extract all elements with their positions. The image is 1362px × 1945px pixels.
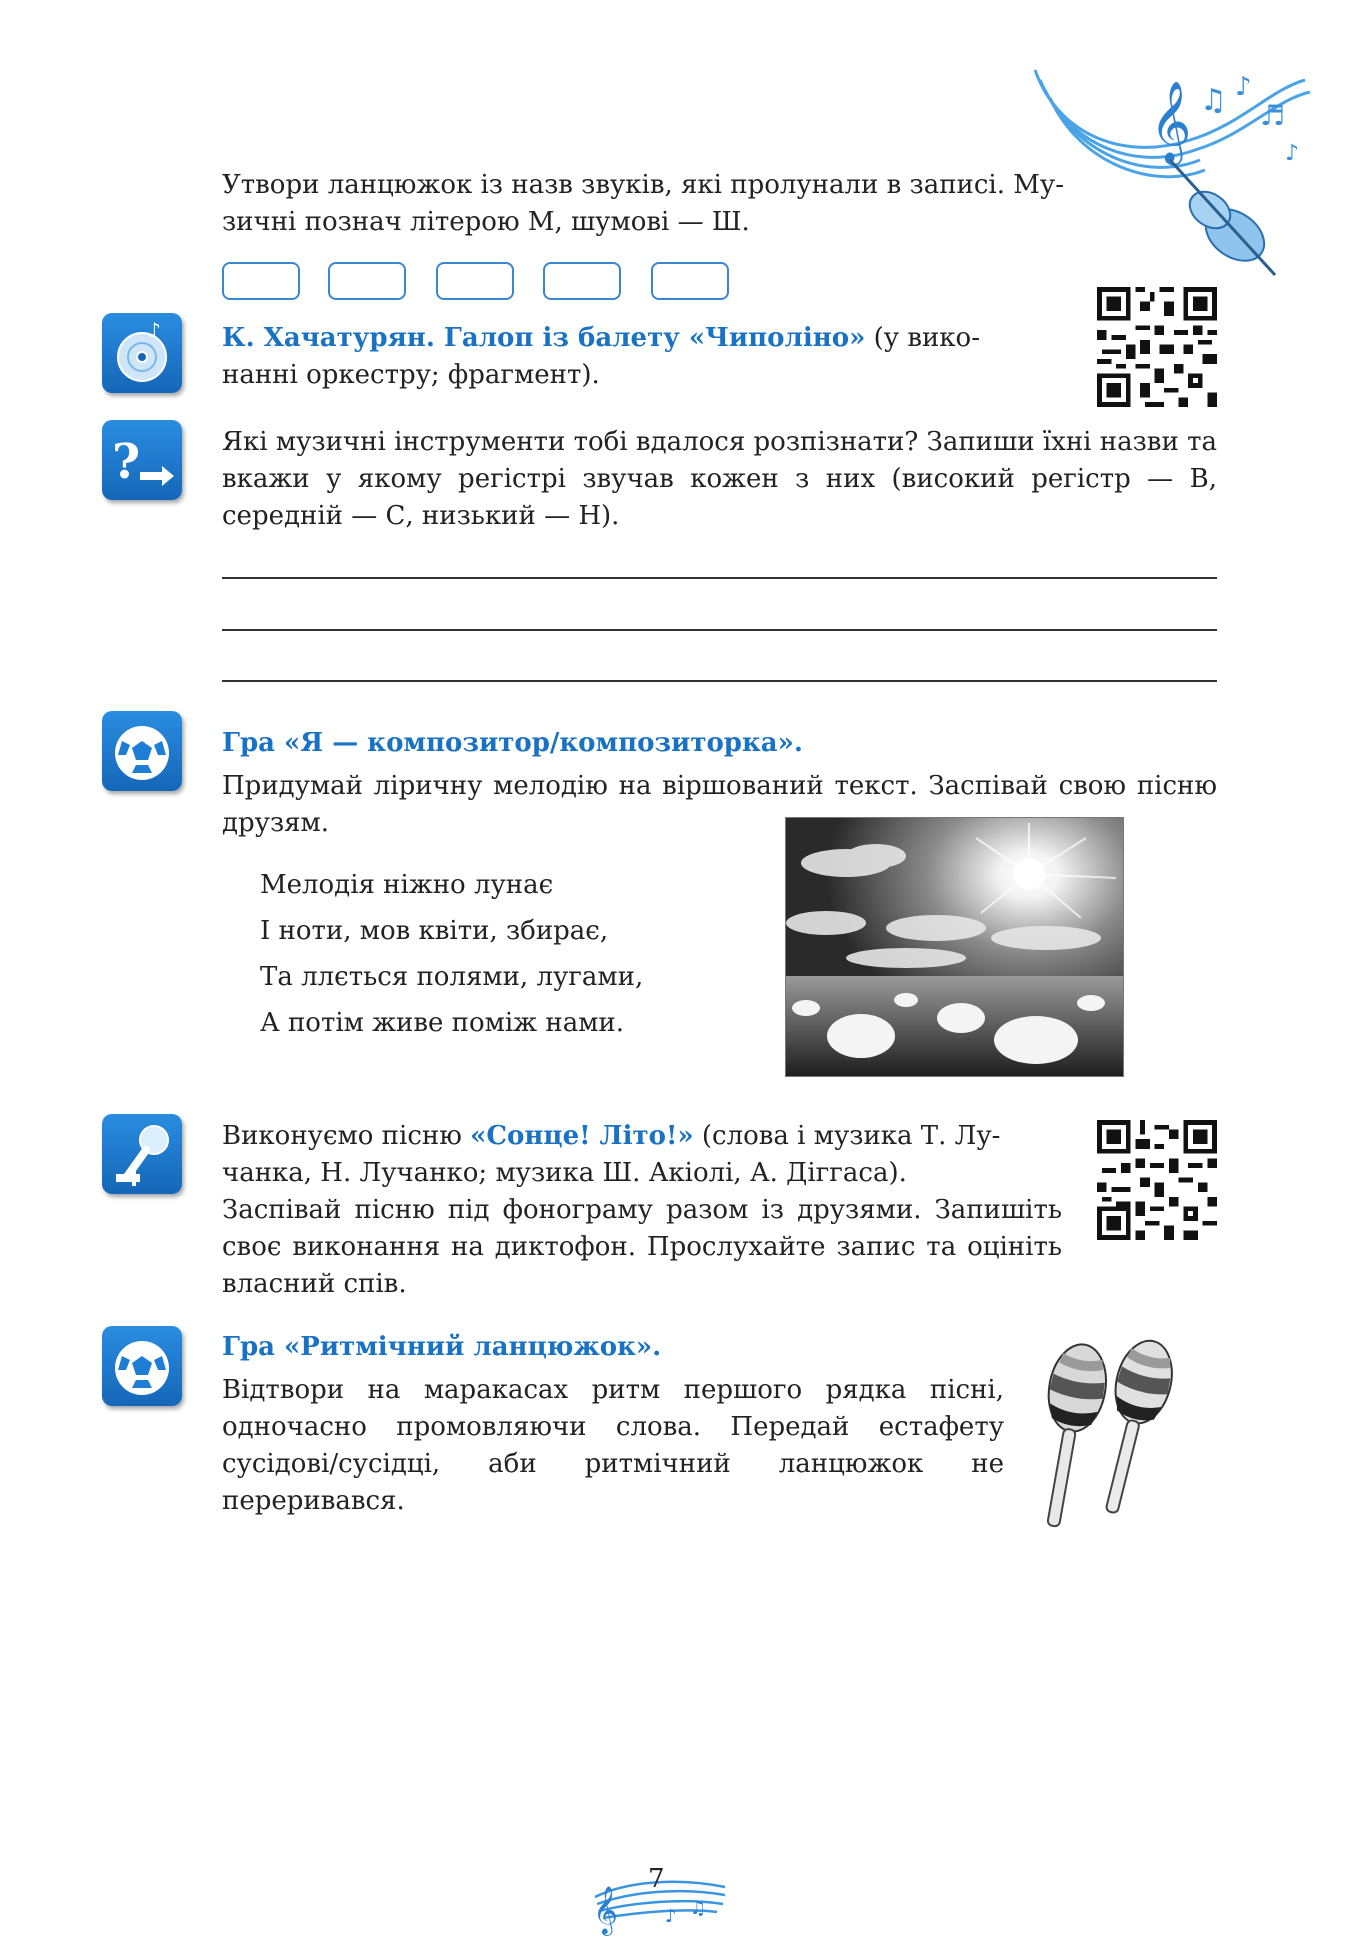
- song-text: [222, 1118, 1062, 1303]
- svg-text:♬: ♬: [1260, 99, 1286, 132]
- svg-text:𝄞: 𝄞: [593, 1885, 618, 1934]
- answer-line-2[interactable]: [222, 629, 1217, 631]
- listening-title[interactable]: К. Хачатурян. Галоп із балету «Чиполіно»: [222, 323, 866, 353]
- qr-code-listening[interactable]: [1097, 287, 1217, 407]
- answer-box-5[interactable]: [651, 262, 729, 300]
- song-title[interactable]: «Сонце! Літо!»: [470, 1121, 694, 1151]
- microphone-icon: [102, 1114, 182, 1194]
- answer-line-3[interactable]: [222, 680, 1217, 682]
- task-instruction-line2: зичні познач літерою М, шумові — Ш.: [222, 207, 750, 237]
- song-suffix: (слова і музика Т. Лу-: [693, 1121, 1001, 1151]
- game-ball-icon: [102, 711, 182, 791]
- song-rest: Заспівай пісню під фонограму разом із друзями. Запишіть своє виконання на диктофон. Прослухайте запис та оцініть власний спів.: [222, 1195, 1062, 1299]
- poem-line-4: А потім живе поміж нами.: [260, 1008, 625, 1038]
- answer-box-1[interactable]: [222, 262, 300, 300]
- listening-text: [222, 320, 1062, 394]
- maracas-image: [1035, 1330, 1185, 1540]
- poem-line-2: І ноти, мов квіти, збирає,: [260, 916, 609, 946]
- svg-text:♪: ♪: [1235, 72, 1252, 102]
- task-instruction-line1: Утвори ланцюжок із назв звуків, які пролунали в записі. Му-: [222, 170, 1064, 200]
- svg-text:♫: ♫: [690, 1898, 707, 1919]
- music-ornament-decoration: [1020, 50, 1320, 280]
- game1-text: Придумай ліричну мелодію на віршований текст. Заспівай свою пісню друзям.: [222, 771, 1217, 838]
- answer-box-2[interactable]: [328, 262, 406, 300]
- answer-line-1[interactable]: [222, 577, 1217, 579]
- task-instruction: [222, 167, 1217, 241]
- svg-text:♪: ♪: [665, 1906, 677, 1927]
- answer-box-3[interactable]: [436, 262, 514, 300]
- poem: [260, 862, 643, 1046]
- svg-text:♫: ♫: [1200, 83, 1227, 118]
- listening-suffix: (у вико-: [865, 323, 980, 353]
- answer-box-4[interactable]: [543, 262, 621, 300]
- game-ball-icon-2: [102, 1326, 182, 1406]
- qr-code-song[interactable]: [1097, 1120, 1217, 1240]
- meadow-sun-photo: [785, 817, 1124, 1077]
- question-arrow-icon: [102, 420, 182, 500]
- question-text: Які музичні інструменти тобі вдалося розпізнати? Запиши їхні назви та вкажи у якому регістрі звучав кожен з них (високий регістр — В, середній — С, низький — Н).: [222, 427, 1217, 531]
- song-line2: чанка, Н. Лучанко; музика Ш. Акіолі, А. Діггаса).: [222, 1158, 907, 1188]
- poem-line-3: Та ллється полями, лугами,: [260, 962, 644, 992]
- svg-text:♪: ♪: [1285, 141, 1300, 166]
- poem-line-1: Мелодія ніжно лунає: [260, 870, 554, 900]
- svg-text:𝄞: 𝄞: [1150, 80, 1192, 162]
- svg-text:?: ?: [112, 434, 141, 490]
- page-number: 7: [648, 1864, 665, 1894]
- listening-cd-icon: [102, 313, 182, 393]
- game2-text: Відтвори на маракасах ритм першого рядка пісні, одночасно промовляючи слова. Передай естафету сусідові/сусідці, аби ритмічний ланцюжок не переривався.: [222, 1375, 1004, 1516]
- listening-line2: нанні оркестру; фрагмент).: [222, 360, 600, 390]
- game2-title: Гра «Ритмічний ланцюжок».: [222, 1332, 662, 1362]
- game1-title: Гра «Я — композитор/композиторка».: [222, 728, 803, 758]
- svg-text:♪: ♪: [148, 318, 161, 342]
- song-prefix: Виконуємо пісню: [222, 1121, 471, 1151]
